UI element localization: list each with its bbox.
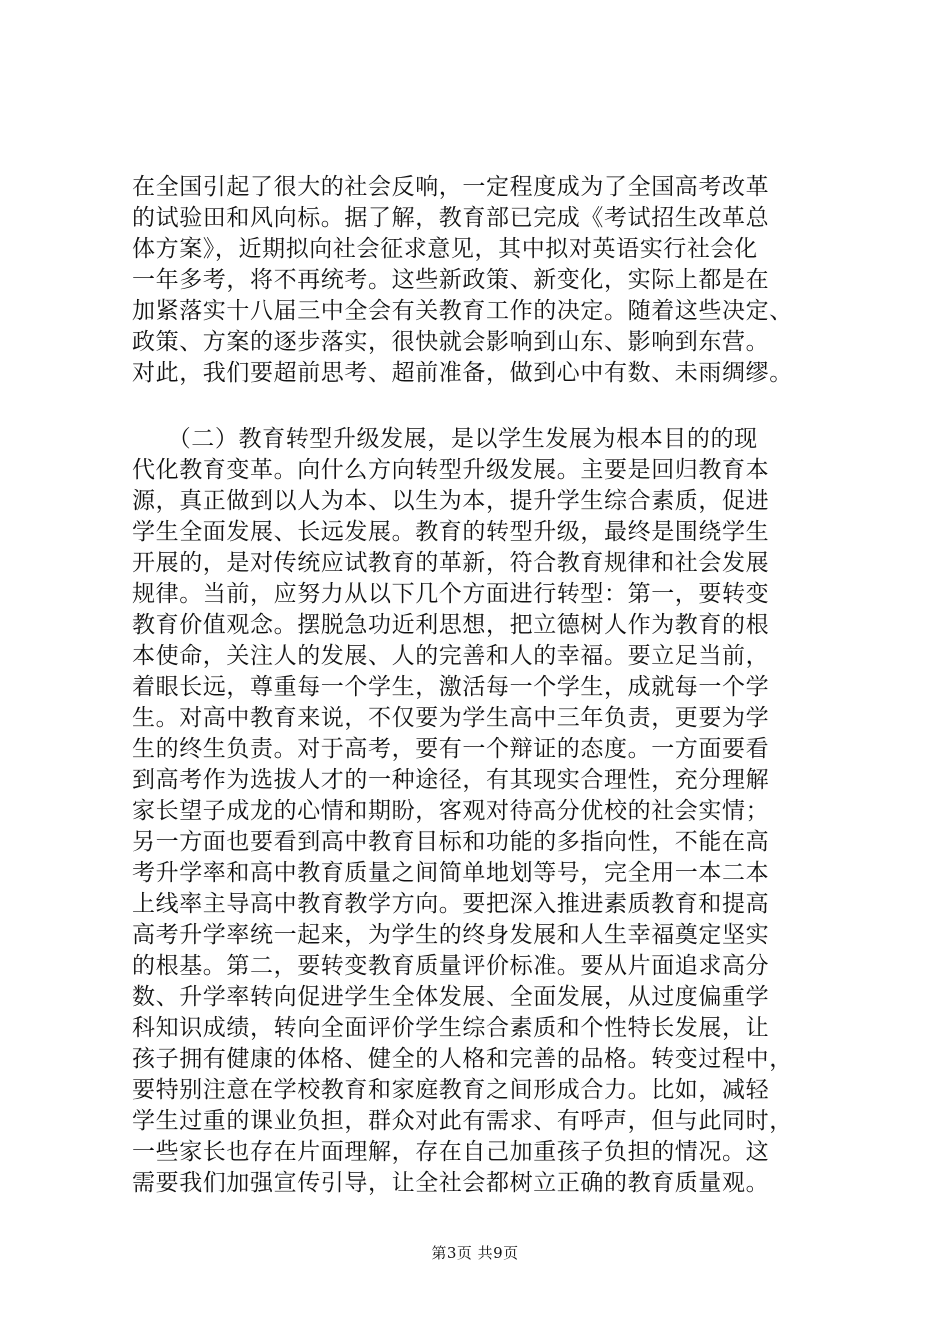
text-line: 代化教育变革。向什么方向转型升级发展。主要是回归教育本 <box>132 457 770 483</box>
text-line: 一些家长也存在片面理解，存在自己加重孩子负担的情况。这 <box>132 1139 770 1165</box>
text-line: 开展的，是对传统应试教育的革新，符合教育规律和社会发展 <box>132 550 770 576</box>
text-line: 家长望子成龙的心情和期盼，客观对待高分优校的社会实情； <box>132 798 770 824</box>
text-line: 孩子拥有健康的体格、健全的人格和完善的品格。转变过程中， <box>132 1046 793 1072</box>
text-line: 在全国引起了很大的社会反响，一定程度成为了全国高考改革 <box>132 174 770 200</box>
text-line: （二）教育转型升级发展，是以学生发展为根本目的的现 <box>132 426 758 452</box>
text-line: 另一方面也要看到高中教育目标和功能的多指向性，不能在高 <box>132 829 770 855</box>
text-line: 政策、方案的逐步落实，很快就会影响到山东、影响到东营。 <box>132 329 770 355</box>
paragraph-1 <box>132 172 844 389</box>
text-line: 规律。当前，应努力从以下几个方面进行转型：第一，要转变 <box>132 581 770 607</box>
text-line: 科知识成绩，转向全面评价学生综合素质和个性特长发展，让 <box>132 1015 770 1041</box>
text-line: 本使命，关注人的发展、人的完善和人的幸福。要立足当前， <box>132 643 770 669</box>
text-line: 的试验田和风向标。据了解，教育部已完成《考试招生改革总 <box>132 205 770 231</box>
text-line: 的根基。第二，要转变教育质量评价标准。要从片面追求高分 <box>132 953 770 979</box>
text-line: 数、升学率转向促进学生全体发展、全面发展，从过度偏重学 <box>132 984 770 1010</box>
paragraph-2 <box>132 424 844 1199</box>
text-line: 对此，我们要超前思考、超前准备，做到心中有数、未雨绸缪。 <box>132 360 793 386</box>
text-line: 教育价值观念。摆脱急功近利思想，把立德树人作为教育的根 <box>132 612 770 638</box>
text-line: 生的终生负责。对于高考，要有一个辩证的态度。一方面要看 <box>132 736 770 762</box>
text-line: 到高考作为选拔人才的一种途径，有其现实合理性，充分理解 <box>132 767 770 793</box>
document-body <box>132 172 844 1199</box>
text-line: 体方案》，近期拟向社会征求意见，其中拟对英语实行社会化 <box>132 236 758 262</box>
text-line: 学生过重的课业负担，群众对此有需求、有呼声，但与此同时， <box>132 1108 793 1134</box>
text-line: 一年多考，将不再统考。这些新政策、新变化，实际上都是在 <box>132 267 770 293</box>
text-line: 考升学率和高中教育质量之间简单地划等号，完全用一本二本 <box>132 860 770 886</box>
text-line: 需要我们加强宣传引导，让全社会都树立正确的教育质量观。 <box>132 1170 770 1196</box>
page-number-footer: 第3页 共9页 <box>431 1244 519 1262</box>
text-line: 上线率主导高中教育教学方向。要把深入推进素质教育和提高 <box>132 891 770 917</box>
paragraph-spacer <box>132 389 844 424</box>
text-line: 要特别注意在学校教育和家庭教育之间形成合力。比如，减轻 <box>132 1077 770 1103</box>
text-line: 学生全面发展、长远发展。教育的转型升级，最终是围绕学生 <box>132 519 770 545</box>
text-line: 着眼长远，尊重每一个学生，激活每一个学生，成就每一个学 <box>132 674 770 700</box>
text-line: 高考升学率统一起来，为学生的终身发展和人生幸福奠定坚实 <box>132 922 770 948</box>
text-line: 生。对高中教育来说，不仅要为学生高中三年负责，更要为学 <box>132 705 770 731</box>
text-line: 源，真正做到以人为本、以生为本，提升学生综合素质，促进 <box>132 488 770 514</box>
text-line: 加紧落实十八届三中全会有关教育工作的决定。随着这些决定、 <box>132 298 793 324</box>
